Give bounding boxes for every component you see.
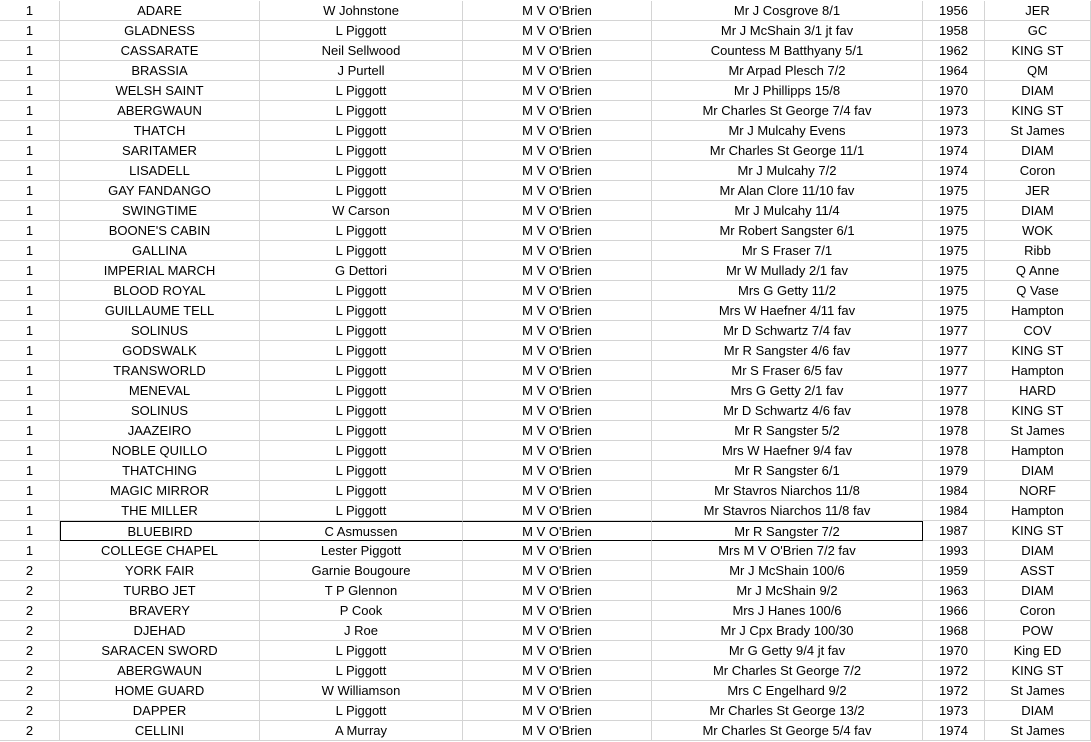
cell-horse[interactable]: COLLEGE CHAPEL bbox=[60, 541, 260, 561]
cell-jockey[interactable]: Lester Piggott bbox=[260, 541, 463, 561]
cell-year[interactable]: 1959 bbox=[923, 561, 985, 581]
cell-position[interactable]: 1 bbox=[0, 41, 60, 61]
cell-trainer[interactable]: M V O'Brien bbox=[463, 701, 652, 721]
data-grid bbox=[0, 1, 1091, 741]
cell-horse[interactable]: THATCH bbox=[60, 121, 260, 141]
cell-jockey[interactable]: P Cook bbox=[260, 601, 463, 621]
cell-race[interactable]: DIAM bbox=[985, 81, 1091, 101]
cell-trainer[interactable]: M V O'Brien bbox=[463, 361, 652, 381]
cell-jockey[interactable]: A Murray bbox=[260, 721, 463, 741]
cell-trainer[interactable]: M V O'Brien bbox=[463, 401, 652, 421]
cell-position[interactable]: 1 bbox=[0, 501, 60, 521]
cell-trainer[interactable]: M V O'Brien bbox=[463, 41, 652, 61]
cell-position[interactable]: 1 bbox=[0, 441, 60, 461]
cell-horse[interactable]: SOLINUS bbox=[60, 321, 260, 341]
cell-race[interactable]: KING ST bbox=[985, 101, 1091, 121]
cell-horse[interactable]: GODSWALK bbox=[60, 341, 260, 361]
cell-position[interactable]: 1 bbox=[0, 1, 60, 21]
cell-owner-odds[interactable]: Mr Robert Sangster 6/1 bbox=[652, 221, 923, 241]
cell-year[interactable]: 1973 bbox=[923, 101, 985, 121]
cell-race[interactable]: St James bbox=[985, 421, 1091, 441]
cell-jockey[interactable]: L Piggott bbox=[260, 141, 463, 161]
cell-year[interactable]: 1977 bbox=[923, 321, 985, 341]
cell-trainer[interactable]: M V O'Brien bbox=[463, 241, 652, 261]
cell-year[interactable]: 1987 bbox=[923, 521, 985, 541]
cell-owner-odds[interactable]: Mr R Sangster 4/6 fav bbox=[652, 341, 923, 361]
cell-trainer[interactable]: M V O'Brien bbox=[463, 501, 652, 521]
cell-year[interactable]: 1973 bbox=[923, 121, 985, 141]
cell-year[interactable]: 1974 bbox=[923, 141, 985, 161]
cell-jockey[interactable]: L Piggott bbox=[260, 401, 463, 421]
cell-trainer[interactable]: M V O'Brien bbox=[463, 521, 652, 541]
cell-horse[interactable]: SOLINUS bbox=[60, 401, 260, 421]
cell-race[interactable]: DIAM bbox=[985, 581, 1091, 601]
cell-position[interactable]: 1 bbox=[0, 421, 60, 441]
cell-year[interactable]: 1964 bbox=[923, 61, 985, 81]
cell-trainer[interactable]: M V O'Brien bbox=[463, 481, 652, 501]
cell-horse[interactable]: GAY FANDANGO bbox=[60, 181, 260, 201]
cell-position[interactable]: 2 bbox=[0, 681, 60, 701]
cell-trainer[interactable]: M V O'Brien bbox=[463, 1, 652, 21]
cell-jockey[interactable]: L Piggott bbox=[260, 281, 463, 301]
cell-trainer[interactable]: M V O'Brien bbox=[463, 181, 652, 201]
cell-horse[interactable]: ADARE bbox=[60, 1, 260, 21]
cell-trainer[interactable]: M V O'Brien bbox=[463, 301, 652, 321]
cell-owner-odds[interactable]: Mr Stavros Niarchos 11/8 fav bbox=[652, 501, 923, 521]
cell-trainer[interactable]: M V O'Brien bbox=[463, 721, 652, 741]
cell-race[interactable]: POW bbox=[985, 621, 1091, 641]
cell-position[interactable]: 1 bbox=[0, 301, 60, 321]
cell-race[interactable]: DIAM bbox=[985, 541, 1091, 561]
cell-position[interactable]: 1 bbox=[0, 281, 60, 301]
cell-position[interactable]: 1 bbox=[0, 21, 60, 41]
cell-trainer[interactable]: M V O'Brien bbox=[463, 681, 652, 701]
cell-horse[interactable]: THATCHING bbox=[60, 461, 260, 481]
cell-horse[interactable]: TURBO JET bbox=[60, 581, 260, 601]
cell-year[interactable]: 1970 bbox=[923, 641, 985, 661]
cell-race[interactable]: DIAM bbox=[985, 701, 1091, 721]
cell-trainer[interactable]: M V O'Brien bbox=[463, 541, 652, 561]
cell-race[interactable]: KING ST bbox=[985, 401, 1091, 421]
cell-race[interactable]: Hampton bbox=[985, 501, 1091, 521]
cell-position[interactable]: 2 bbox=[0, 601, 60, 621]
cell-horse[interactable]: BRAVERY bbox=[60, 601, 260, 621]
cell-horse[interactable]: SARACEN SWORD bbox=[60, 641, 260, 661]
cell-position[interactable]: 2 bbox=[0, 661, 60, 681]
cell-jockey[interactable]: Garnie Bougoure bbox=[260, 561, 463, 581]
cell-trainer[interactable]: M V O'Brien bbox=[463, 121, 652, 141]
cell-jockey[interactable]: J Roe bbox=[260, 621, 463, 641]
cell-position[interactable]: 2 bbox=[0, 721, 60, 741]
cell-jockey[interactable]: L Piggott bbox=[260, 181, 463, 201]
cell-owner-odds[interactable]: Mr D Schwartz 4/6 fav bbox=[652, 401, 923, 421]
cell-position[interactable]: 1 bbox=[0, 481, 60, 501]
cell-horse[interactable]: JAAZEIRO bbox=[60, 421, 260, 441]
cell-race[interactable]: ASST bbox=[985, 561, 1091, 581]
cell-horse[interactable]: ABERGWAUN bbox=[60, 661, 260, 681]
cell-position[interactable]: 2 bbox=[0, 581, 60, 601]
cell-horse[interactable]: LISADELL bbox=[60, 161, 260, 181]
cell-jockey[interactable]: L Piggott bbox=[260, 121, 463, 141]
cell-jockey[interactable]: W Williamson bbox=[260, 681, 463, 701]
cell-position[interactable]: 1 bbox=[0, 321, 60, 341]
cell-owner-odds[interactable]: Mr J McShain 100/6 bbox=[652, 561, 923, 581]
cell-trainer[interactable]: M V O'Brien bbox=[463, 601, 652, 621]
cell-position[interactable]: 1 bbox=[0, 241, 60, 261]
cell-owner-odds[interactable]: Mr Charles St George 7/2 bbox=[652, 661, 923, 681]
cell-trainer[interactable]: M V O'Brien bbox=[463, 221, 652, 241]
cell-horse[interactable]: SWINGTIME bbox=[60, 201, 260, 221]
cell-position[interactable]: 1 bbox=[0, 141, 60, 161]
cell-race[interactable]: Ribb bbox=[985, 241, 1091, 261]
cell-position[interactable]: 2 bbox=[0, 701, 60, 721]
cell-owner-odds[interactable]: Mr D Schwartz 7/4 fav bbox=[652, 321, 923, 341]
cell-year[interactable]: 1958 bbox=[923, 21, 985, 41]
cell-trainer[interactable]: M V O'Brien bbox=[463, 461, 652, 481]
cell-owner-odds[interactable]: Mr J Cpx Brady 100/30 bbox=[652, 621, 923, 641]
cell-jockey[interactable]: L Piggott bbox=[260, 161, 463, 181]
cell-race[interactable]: WOK bbox=[985, 221, 1091, 241]
cell-race[interactable]: Hampton bbox=[985, 301, 1091, 321]
cell-race[interactable]: KING ST bbox=[985, 341, 1091, 361]
cell-year[interactable]: 1975 bbox=[923, 181, 985, 201]
cell-horse[interactable]: BOONE'S CABIN bbox=[60, 221, 260, 241]
cell-position[interactable]: 1 bbox=[0, 461, 60, 481]
cell-trainer[interactable]: M V O'Brien bbox=[463, 141, 652, 161]
cell-jockey[interactable]: J Purtell bbox=[260, 61, 463, 81]
cell-position[interactable]: 1 bbox=[0, 161, 60, 181]
cell-year[interactable]: 1956 bbox=[923, 1, 985, 21]
cell-jockey[interactable]: L Piggott bbox=[260, 381, 463, 401]
cell-owner-odds[interactable]: Mr J Mulcahy Evens bbox=[652, 121, 923, 141]
cell-year[interactable]: 1978 bbox=[923, 421, 985, 441]
cell-owner-odds[interactable]: Mr S Fraser 7/1 bbox=[652, 241, 923, 261]
cell-trainer[interactable]: M V O'Brien bbox=[463, 21, 652, 41]
cell-race[interactable]: St James bbox=[985, 121, 1091, 141]
cell-position[interactable]: 1 bbox=[0, 521, 60, 541]
cell-year[interactable]: 1977 bbox=[923, 381, 985, 401]
cell-owner-odds[interactable]: Mr Charles St George 13/2 bbox=[652, 701, 923, 721]
cell-horse[interactable]: NOBLE QUILLO bbox=[60, 441, 260, 461]
cell-owner-odds[interactable]: Mr S Fraser 6/5 fav bbox=[652, 361, 923, 381]
cell-owner-odds[interactable]: Mrs G Getty 2/1 fav bbox=[652, 381, 923, 401]
cell-position[interactable]: 2 bbox=[0, 561, 60, 581]
cell-jockey[interactable]: L Piggott bbox=[260, 301, 463, 321]
cell-race[interactable]: Hampton bbox=[985, 361, 1091, 381]
cell-race[interactable]: COV bbox=[985, 321, 1091, 341]
cell-owner-odds[interactable]: Mr J Phillipps 15/8 bbox=[652, 81, 923, 101]
cell-trainer[interactable]: M V O'Brien bbox=[463, 561, 652, 581]
cell-year[interactable]: 1978 bbox=[923, 441, 985, 461]
cell-horse[interactable]: DJEHAD bbox=[60, 621, 260, 641]
cell-year[interactable]: 1979 bbox=[923, 461, 985, 481]
cell-owner-odds[interactable]: Mr J McShain 9/2 bbox=[652, 581, 923, 601]
cell-position[interactable]: 1 bbox=[0, 61, 60, 81]
cell-trainer[interactable]: M V O'Brien bbox=[463, 621, 652, 641]
cell-year[interactable]: 1977 bbox=[923, 361, 985, 381]
cell-race[interactable]: Q Vase bbox=[985, 281, 1091, 301]
cell-owner-odds[interactable]: Mr R Sangster 7/2 bbox=[652, 521, 923, 541]
cell-year[interactable]: 1962 bbox=[923, 41, 985, 61]
cell-race[interactable]: Coron bbox=[985, 161, 1091, 181]
cell-horse[interactable]: TRANSWORLD bbox=[60, 361, 260, 381]
cell-horse[interactable]: GALLINA bbox=[60, 241, 260, 261]
cell-year[interactable]: 1974 bbox=[923, 161, 985, 181]
cell-jockey[interactable]: L Piggott bbox=[260, 341, 463, 361]
cell-jockey[interactable]: G Dettori bbox=[260, 261, 463, 281]
cell-year[interactable]: 1972 bbox=[923, 681, 985, 701]
cell-position[interactable]: 2 bbox=[0, 621, 60, 641]
cell-position[interactable]: 1 bbox=[0, 221, 60, 241]
cell-horse[interactable]: BRASSIA bbox=[60, 61, 260, 81]
cell-horse[interactable]: BLOOD ROYAL bbox=[60, 281, 260, 301]
cell-year[interactable]: 1975 bbox=[923, 221, 985, 241]
cell-horse[interactable]: MENEVAL bbox=[60, 381, 260, 401]
cell-jockey[interactable]: L Piggott bbox=[260, 461, 463, 481]
cell-owner-odds[interactable]: Mr Arpad Plesch 7/2 bbox=[652, 61, 923, 81]
cell-race[interactable]: St James bbox=[985, 681, 1091, 701]
cell-owner-odds[interactable]: Mr J Mulcahy 7/2 bbox=[652, 161, 923, 181]
cell-year[interactable]: 1970 bbox=[923, 81, 985, 101]
cell-year[interactable]: 1975 bbox=[923, 201, 985, 221]
cell-jockey[interactable]: L Piggott bbox=[260, 321, 463, 341]
cell-owner-odds[interactable]: Countess M Batthyany 5/1 bbox=[652, 41, 923, 61]
cell-jockey[interactable]: L Piggott bbox=[260, 501, 463, 521]
cell-trainer[interactable]: M V O'Brien bbox=[463, 341, 652, 361]
cell-race[interactable]: St James bbox=[985, 721, 1091, 741]
cell-horse[interactable]: YORK FAIR bbox=[60, 561, 260, 581]
cell-position[interactable]: 1 bbox=[0, 401, 60, 421]
cell-owner-odds[interactable]: Mr Charles St George 7/4 fav bbox=[652, 101, 923, 121]
cell-position[interactable]: 1 bbox=[0, 341, 60, 361]
cell-trainer[interactable]: M V O'Brien bbox=[463, 641, 652, 661]
cell-race[interactable]: DIAM bbox=[985, 201, 1091, 221]
cell-trainer[interactable]: M V O'Brien bbox=[463, 381, 652, 401]
cell-horse[interactable]: IMPERIAL MARCH bbox=[60, 261, 260, 281]
cell-year[interactable]: 1977 bbox=[923, 341, 985, 361]
cell-trainer[interactable]: M V O'Brien bbox=[463, 661, 652, 681]
cell-year[interactable]: 1975 bbox=[923, 241, 985, 261]
cell-horse[interactable]: CELLINI bbox=[60, 721, 260, 741]
cell-owner-odds[interactable]: Mrs W Haefner 4/11 fav bbox=[652, 301, 923, 321]
cell-position[interactable]: 1 bbox=[0, 541, 60, 561]
cell-year[interactable]: 1984 bbox=[923, 481, 985, 501]
cell-race[interactable]: JER bbox=[985, 1, 1091, 21]
cell-owner-odds[interactable]: Mr R Sangster 6/1 bbox=[652, 461, 923, 481]
cell-horse[interactable]: BLUEBIRD bbox=[60, 521, 260, 541]
cell-trainer[interactable]: M V O'Brien bbox=[463, 61, 652, 81]
cell-position[interactable]: 1 bbox=[0, 381, 60, 401]
cell-horse[interactable]: GUILLAUME TELL bbox=[60, 301, 260, 321]
cell-year[interactable]: 1974 bbox=[923, 721, 985, 741]
cell-position[interactable]: 2 bbox=[0, 641, 60, 661]
cell-jockey[interactable]: L Piggott bbox=[260, 641, 463, 661]
cell-owner-odds[interactable]: Mrs W Haefner 9/4 fav bbox=[652, 441, 923, 461]
cell-horse[interactable]: SARITAMER bbox=[60, 141, 260, 161]
cell-horse[interactable]: HOME GUARD bbox=[60, 681, 260, 701]
cell-owner-odds[interactable]: Mrs C Engelhard 9/2 bbox=[652, 681, 923, 701]
cell-horse[interactable]: WELSH SAINT bbox=[60, 81, 260, 101]
cell-owner-odds[interactable]: Mr Alan Clore 11/10 fav bbox=[652, 181, 923, 201]
cell-trainer[interactable]: M V O'Brien bbox=[463, 441, 652, 461]
cell-trainer[interactable]: M V O'Brien bbox=[463, 261, 652, 281]
cell-trainer[interactable]: M V O'Brien bbox=[463, 101, 652, 121]
cell-jockey[interactable]: L Piggott bbox=[260, 241, 463, 261]
cell-owner-odds[interactable]: Mr J Mulcahy 11/4 bbox=[652, 201, 923, 221]
cell-year[interactable]: 1973 bbox=[923, 701, 985, 721]
cell-owner-odds[interactable]: Mr Stavros Niarchos 11/8 bbox=[652, 481, 923, 501]
cell-trainer[interactable]: M V O'Brien bbox=[463, 201, 652, 221]
cell-position[interactable]: 1 bbox=[0, 201, 60, 221]
cell-trainer[interactable]: M V O'Brien bbox=[463, 281, 652, 301]
cell-owner-odds[interactable]: Mr Charles St George 11/1 bbox=[652, 141, 923, 161]
cell-year[interactable]: 1993 bbox=[923, 541, 985, 561]
cell-horse[interactable]: THE MILLER bbox=[60, 501, 260, 521]
cell-owner-odds[interactable]: Mr Charles St George 5/4 fav bbox=[652, 721, 923, 741]
cell-owner-odds[interactable]: Mr G Getty 9/4 jt fav bbox=[652, 641, 923, 661]
cell-race[interactable]: DIAM bbox=[985, 461, 1091, 481]
cell-race[interactable]: Coron bbox=[985, 601, 1091, 621]
cell-jockey[interactable]: L Piggott bbox=[260, 441, 463, 461]
cell-jockey[interactable]: L Piggott bbox=[260, 421, 463, 441]
cell-jockey[interactable]: L Piggott bbox=[260, 361, 463, 381]
cell-position[interactable]: 1 bbox=[0, 181, 60, 201]
cell-year[interactable]: 1966 bbox=[923, 601, 985, 621]
cell-jockey[interactable]: L Piggott bbox=[260, 21, 463, 41]
cell-horse[interactable]: GLADNESS bbox=[60, 21, 260, 41]
cell-horse[interactable]: CASSARATE bbox=[60, 41, 260, 61]
cell-year[interactable]: 1975 bbox=[923, 261, 985, 281]
cell-race[interactable]: JER bbox=[985, 181, 1091, 201]
cell-race[interactable]: DIAM bbox=[985, 141, 1091, 161]
cell-year[interactable]: 1975 bbox=[923, 301, 985, 321]
cell-race[interactable]: Q Anne bbox=[985, 261, 1091, 281]
cell-trainer[interactable]: M V O'Brien bbox=[463, 321, 652, 341]
cell-year[interactable]: 1984 bbox=[923, 501, 985, 521]
cell-trainer[interactable]: M V O'Brien bbox=[463, 161, 652, 181]
cell-position[interactable]: 1 bbox=[0, 101, 60, 121]
cell-position[interactable]: 1 bbox=[0, 261, 60, 281]
cell-jockey[interactable]: C Asmussen bbox=[260, 521, 463, 541]
cell-horse[interactable]: MAGIC MIRROR bbox=[60, 481, 260, 501]
cell-jockey[interactable]: L Piggott bbox=[260, 221, 463, 241]
cell-horse[interactable]: DAPPER bbox=[60, 701, 260, 721]
cell-race[interactable]: NORF bbox=[985, 481, 1091, 501]
cell-race[interactable]: King ED bbox=[985, 641, 1091, 661]
cell-jockey[interactable]: L Piggott bbox=[260, 661, 463, 681]
cell-position[interactable]: 1 bbox=[0, 81, 60, 101]
cell-race[interactable]: Hampton bbox=[985, 441, 1091, 461]
cell-owner-odds[interactable]: Mr J McShain 3/1 jt fav bbox=[652, 21, 923, 41]
cell-jockey[interactable]: W Carson bbox=[260, 201, 463, 221]
cell-jockey[interactable]: L Piggott bbox=[260, 81, 463, 101]
cell-year[interactable]: 1968 bbox=[923, 621, 985, 641]
cell-race[interactable]: KING ST bbox=[985, 521, 1091, 541]
cell-jockey[interactable]: L Piggott bbox=[260, 481, 463, 501]
cell-trainer[interactable]: M V O'Brien bbox=[463, 421, 652, 441]
cell-position[interactable]: 1 bbox=[0, 121, 60, 141]
cell-owner-odds[interactable]: Mrs G Getty 11/2 bbox=[652, 281, 923, 301]
cell-race[interactable]: KING ST bbox=[985, 41, 1091, 61]
cell-year[interactable]: 1978 bbox=[923, 401, 985, 421]
cell-race[interactable]: HARD bbox=[985, 381, 1091, 401]
cell-jockey[interactable]: Neil Sellwood bbox=[260, 41, 463, 61]
cell-owner-odds[interactable]: Mr J Cosgrove 8/1 bbox=[652, 1, 923, 21]
cell-trainer[interactable]: M V O'Brien bbox=[463, 581, 652, 601]
cell-horse[interactable]: ABERGWAUN bbox=[60, 101, 260, 121]
cell-owner-odds[interactable]: Mr R Sangster 5/2 bbox=[652, 421, 923, 441]
cell-jockey[interactable]: T P Glennon bbox=[260, 581, 463, 601]
cell-race[interactable]: QM bbox=[985, 61, 1091, 81]
cell-owner-odds[interactable]: Mr W Mullady 2/1 fav bbox=[652, 261, 923, 281]
cell-owner-odds[interactable]: Mrs M V O'Brien 7/2 fav bbox=[652, 541, 923, 561]
cell-race[interactable]: KING ST bbox=[985, 661, 1091, 681]
cell-year[interactable]: 1972 bbox=[923, 661, 985, 681]
cell-year[interactable]: 1963 bbox=[923, 581, 985, 601]
cell-year[interactable]: 1975 bbox=[923, 281, 985, 301]
cell-jockey[interactable]: L Piggott bbox=[260, 101, 463, 121]
cell-owner-odds[interactable]: Mrs J Hanes 100/6 bbox=[652, 601, 923, 621]
cell-race[interactable]: GC bbox=[985, 21, 1091, 41]
cell-trainer[interactable]: M V O'Brien bbox=[463, 81, 652, 101]
cell-jockey[interactable]: W Johnstone bbox=[260, 1, 463, 21]
cell-position[interactable]: 1 bbox=[0, 361, 60, 381]
cell-jockey[interactable]: L Piggott bbox=[260, 701, 463, 721]
